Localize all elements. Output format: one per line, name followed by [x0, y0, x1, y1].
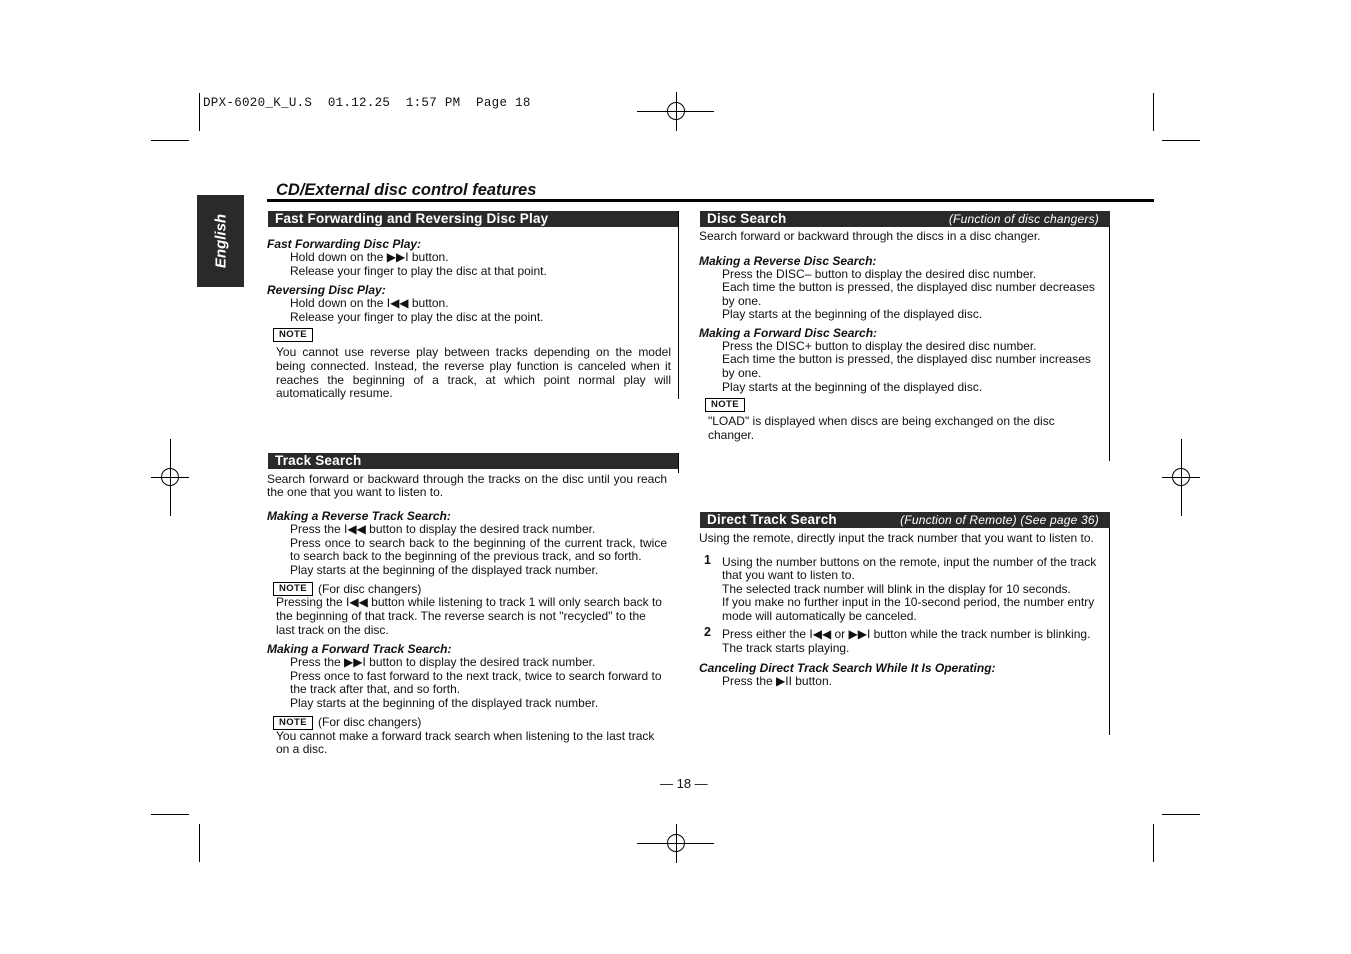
note-badge: NOTE: [705, 398, 745, 412]
print-header: DPX-6020_K_U.S 01.12.25 1:57 PM Page 18: [203, 96, 531, 110]
paragraph: Hold down on the I◀◀ button.: [290, 296, 449, 311]
step-2: [699, 625, 1100, 656]
section-function-note: (Function of Remote) (See page 36): [900, 513, 1099, 527]
crop-mark: [1153, 93, 1154, 131]
crop-mark: [151, 814, 189, 815]
subheading: Reversing Disc Play:: [267, 283, 386, 298]
subheading: Fast Forwarding Disc Play:: [267, 237, 422, 251]
paragraph: Press the ▶▶I button to display the desired track number.: [290, 655, 596, 670]
column-rule: [678, 453, 679, 473]
paragraph: Press once to fast forward to the next track, twice to search forward to the track after that, and so forth.: [290, 668, 662, 697]
paragraph: Search forward or backward through the discs in a disc changer.: [699, 229, 1041, 243]
registration-circle: [161, 468, 179, 486]
paragraph: Hold down on the ▶▶I button.: [290, 250, 449, 264]
crop-mark: [151, 140, 189, 141]
column-rule: [1109, 211, 1110, 461]
note-badge: NOTE: [273, 582, 313, 596]
paragraph: Using the number buttons on the remote, input the number of the track that you want to listen to.: [722, 554, 1097, 583]
note-suffix: (For disc changers): [318, 714, 422, 729]
paragraph: The track starts playing.: [722, 641, 850, 656]
section-function-note: (Function of disc changers): [948, 212, 1099, 226]
section-direct-track-search: [699, 532, 1100, 688]
registration-circle: [667, 102, 685, 120]
step-1: [699, 552, 1100, 624]
column-rule: [1109, 512, 1110, 735]
section-heading-label: Disc Search: [707, 211, 787, 226]
paragraph: Each time the button is pressed, the displayed disc number increases by one.: [722, 352, 1091, 381]
section-heading-label: Direct Track Search: [707, 512, 837, 527]
section-heading-direct-track-search: [700, 512, 1110, 528]
note-text: "LOAD" is displayed when discs are being exchanged on the disc changer.: [708, 414, 1055, 442]
section-heading-disc-search: [700, 211, 1110, 227]
page-number: — 18 —: [660, 776, 708, 791]
language-tab-label: English: [212, 213, 229, 269]
note-text: Pressing the I◀◀ button while listening to track 1 will only search back to the beginning of that track. The reverse search is not "recycled" to the last track on the disc.: [276, 595, 662, 637]
crop-mark: [1162, 140, 1200, 141]
paragraph: Play starts at the beginning of the displayed disc.: [722, 307, 983, 322]
paragraph: Press the DISC+ button to display the desired disc number.: [722, 338, 1037, 353]
section-heading-label: Track Search: [275, 453, 362, 468]
paragraph: Using the remote, directly input the track number that you want to listen to.: [699, 531, 1094, 545]
paragraph: Press once to search back to the beginning of the current track, twice to search back to the beginning of the previous track, and so forth.: [290, 535, 667, 564]
paragraph: Play starts at the beginning of the displayed disc.: [722, 379, 983, 394]
step-number: 1: [704, 552, 711, 567]
section-disc-search: [699, 230, 1100, 442]
paragraph: Search forward or backward through the tracks on the disc until you reach the one that you want to listen to.: [267, 472, 667, 499]
note-suffix: (For disc changers): [318, 581, 422, 596]
paragraph: Play starts at the beginning of the displayed track number.: [290, 695, 599, 710]
section-heading-track-search: [268, 453, 678, 469]
subheading: Making a Reverse Track Search:: [267, 509, 451, 523]
registration-circle: [1172, 468, 1190, 486]
crop-mark: [199, 93, 200, 131]
subheading: Making a Forward Track Search:: [267, 642, 452, 657]
paragraph: Play starts at the beginning of the displayed track number.: [290, 562, 599, 577]
crop-mark: [1153, 824, 1154, 862]
section-fast-forward: [267, 237, 671, 401]
paragraph: The selected track number will blink in the display for 10 seconds.: [722, 581, 1071, 596]
note-badge: NOTE: [273, 328, 313, 342]
paragraph: Each time the button is pressed, the displayed disc number decreases by one.: [722, 280, 1095, 308]
note-text: You cannot use reverse play between tracks depending on the model being connected. Instead, the reverse play function is canceled when it reaches the beginning of a track, at which point normal play will automatically resume.: [276, 345, 671, 401]
title-rule: [267, 199, 1154, 202]
paragraph: Press either the I◀◀ or ▶▶I button while the track number is blinking.: [722, 627, 1091, 642]
note-badge: NOTE: [273, 716, 313, 730]
page-title: CD/External disc control features: [276, 181, 537, 199]
step-number: 2: [704, 625, 711, 640]
paragraph: Release your finger to play the disc at that point.: [290, 263, 547, 278]
column-rule: [678, 211, 679, 399]
registration-circle: [667, 834, 685, 852]
crop-mark: [199, 824, 200, 862]
subheading: Making a Reverse Disc Search:: [699, 253, 877, 268]
section-track-search: [267, 473, 667, 757]
subheading: Canceling Direct Track Search While It Is Operating:: [699, 660, 996, 675]
paragraph: Release your finger to play the disc at the point.: [290, 309, 544, 324]
crop-mark: [1162, 814, 1200, 815]
paragraph: If you make no further input in the 10-second period, the number entry mode will automatically be canceled.: [722, 595, 1095, 623]
paragraph: Press the ▶II button.: [722, 673, 832, 688]
section-heading-fast-forward: [268, 211, 678, 227]
subheading: Making a Forward Disc Search:: [699, 325, 878, 340]
note-text: You cannot make a forward track search when listening to the last track on a disc.: [276, 728, 655, 757]
language-tab: [197, 195, 244, 287]
paragraph: Press the I◀◀ button to display the desired track number.: [290, 522, 596, 536]
section-heading-label: Fast Forwarding and Reversing Disc Play: [275, 211, 549, 226]
paragraph: Press the DISC– button to display the desired disc number.: [722, 266, 1037, 281]
